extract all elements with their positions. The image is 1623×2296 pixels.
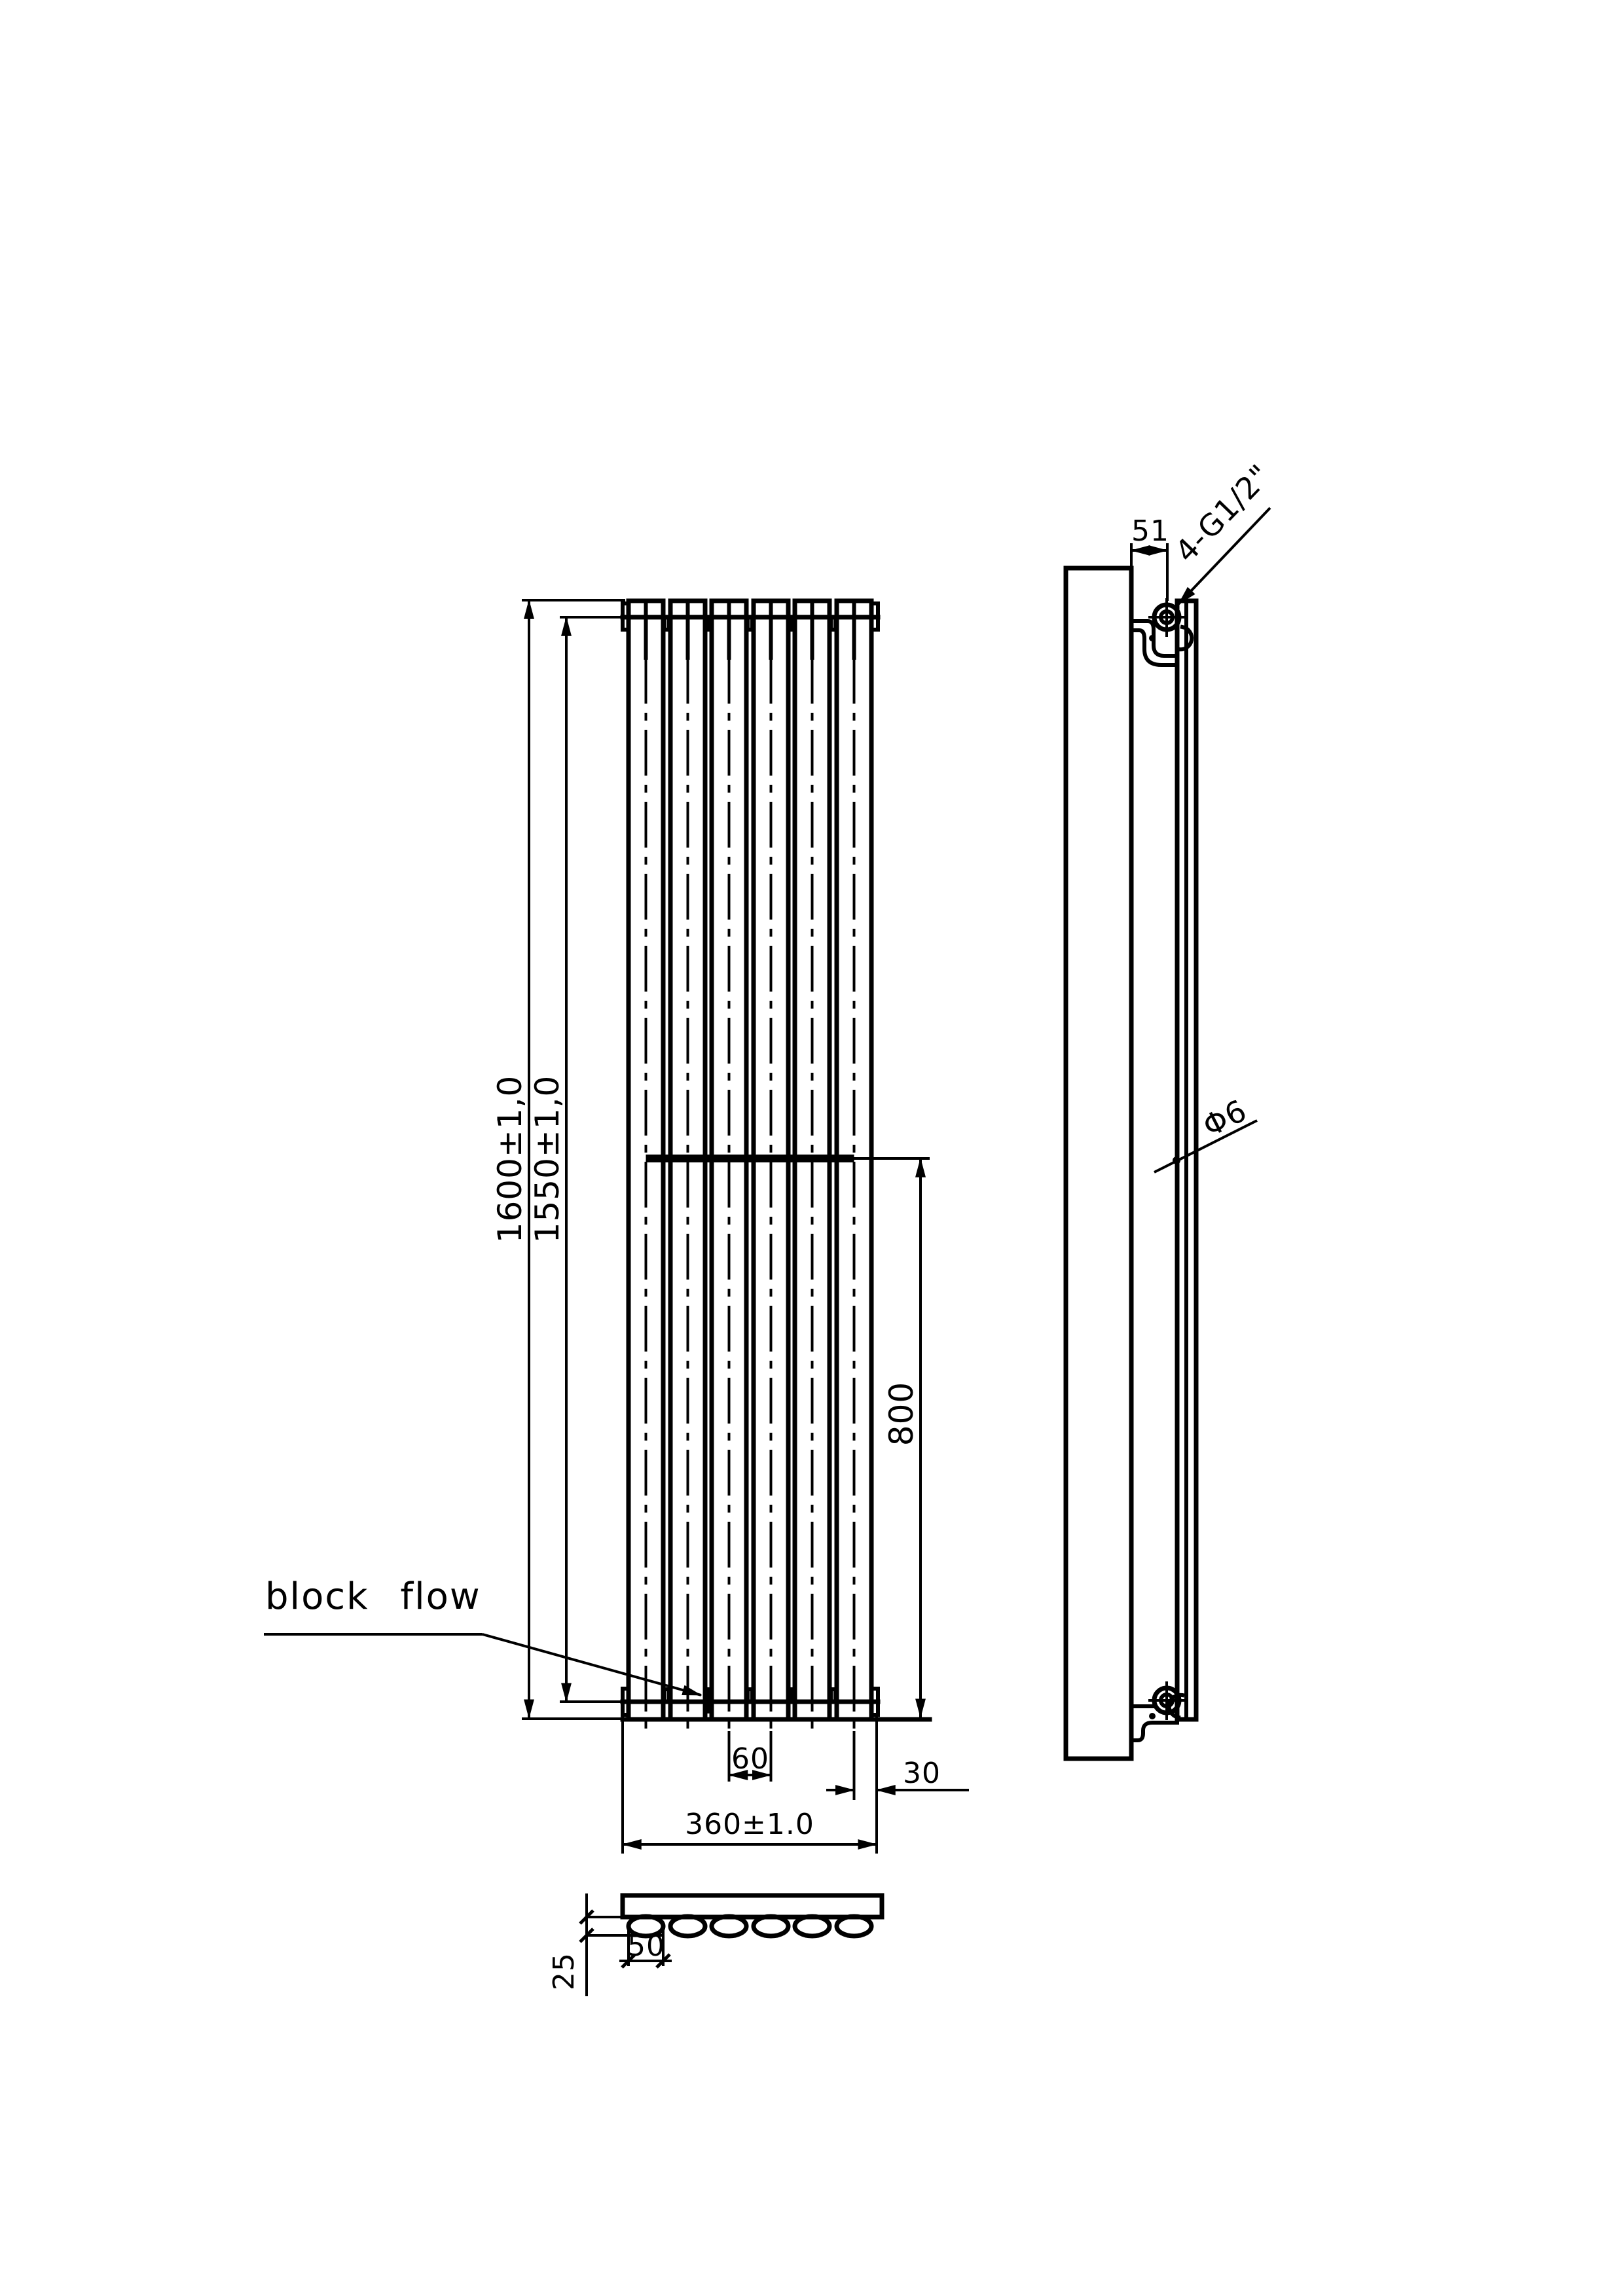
bottom-bracket: [1131, 1695, 1182, 1740]
dim-width-text: 360±1.0: [685, 1808, 814, 1841]
dim-height-total-text: 1600±1,0: [491, 1075, 529, 1244]
block-flow-annotation: [264, 1575, 701, 1695]
dim-height-centres-text: 1550±1,0: [528, 1075, 566, 1244]
block-flow-text: block flow: [265, 1575, 481, 1618]
header-plate: [623, 1895, 882, 1917]
flow-block-plug: [704, 1687, 713, 1713]
dim-height-centres: [528, 617, 623, 1702]
dim-inlet-height-text: 800: [883, 1381, 921, 1446]
bottom-view: [547, 1893, 882, 1996]
dim-edge-offset: [826, 1716, 969, 1800]
dim-panel-pitch: [729, 1731, 771, 1782]
dim-inlet-height: [883, 1158, 921, 1717]
diameter-leader: [1154, 1092, 1257, 1172]
dim-wall-distance-text: 51: [1131, 514, 1169, 548]
dim-wall-distance: [1131, 514, 1169, 601]
dim-width: [623, 1716, 877, 1854]
dim-panel-pitch-text: 60: [731, 1742, 769, 1776]
dim-panel-width-text: 50: [627, 1929, 665, 1963]
brick-wall: [1066, 568, 1131, 1759]
dim-panel-depth-text: 25: [547, 1952, 581, 1990]
front-view: [264, 600, 969, 1854]
diameter-leader-text: Φ6: [1197, 1092, 1253, 1144]
connection-leader-text: 4-G1/2": [1168, 457, 1278, 569]
radiator-panels: [623, 601, 930, 1731]
dim-panel-width: [619, 1926, 672, 1967]
panel-centerlines: [646, 658, 854, 1731]
connection-leader: [1168, 457, 1278, 604]
dim-edge-offset-text: 30: [903, 1757, 941, 1790]
leader-dot: [1173, 1157, 1180, 1164]
side-view: [1066, 457, 1278, 1759]
